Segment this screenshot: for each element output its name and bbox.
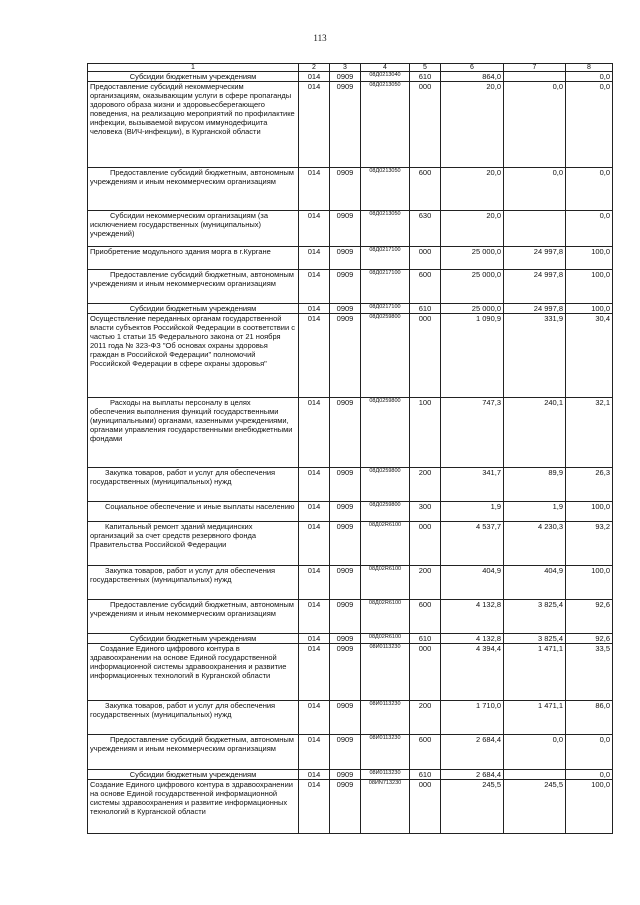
row-planned-amount: 4 537,7 xyxy=(441,522,504,566)
row-ministry-code: 014 xyxy=(299,780,330,834)
row-actual-amount xyxy=(504,72,566,82)
row-expense-type: 000 xyxy=(410,644,441,701)
row-target-code: 08Д0259800 xyxy=(361,398,410,468)
row-section-code: 0909 xyxy=(330,468,361,502)
row-ministry-code: 014 xyxy=(299,701,330,735)
row-expense-type: 000 xyxy=(410,522,441,566)
row-planned-amount: 25 000,0 xyxy=(441,270,504,304)
table-row xyxy=(88,502,613,522)
row-percent: 0,0 xyxy=(566,735,613,770)
row-percent: 26,3 xyxy=(566,468,613,502)
row-percent: 32,1 xyxy=(566,398,613,468)
row-percent: 93,2 xyxy=(566,522,613,566)
table-row xyxy=(88,168,613,211)
row-target-code: 08Д0213050 xyxy=(361,168,410,211)
row-target-code: 08Д0213040 xyxy=(361,72,410,82)
row-expense-type: 200 xyxy=(410,468,441,502)
row-name: Предоставление субсидий бюджетным, автономным учреждениям и иным некоммерческим организациям xyxy=(88,735,299,770)
row-expense-type: 600 xyxy=(410,168,441,211)
row-section-code: 0909 xyxy=(330,735,361,770)
table-row xyxy=(88,566,613,600)
row-actual-amount: 24 997,8 xyxy=(504,270,566,304)
row-ministry-code: 014 xyxy=(299,304,330,314)
row-expense-type: 610 xyxy=(410,634,441,644)
table-row xyxy=(88,398,613,468)
table-row xyxy=(88,600,613,634)
row-actual-amount xyxy=(504,211,566,247)
row-section-code: 0909 xyxy=(330,398,361,468)
row-target-code: 08И0113230 xyxy=(361,735,410,770)
row-target-code: 08ИN713230 xyxy=(361,780,410,834)
table-row xyxy=(88,522,613,566)
row-name: Социальное обеспечение и иные выплаты населению xyxy=(88,502,299,522)
row-section-code: 0909 xyxy=(330,502,361,522)
row-ministry-code: 014 xyxy=(299,634,330,644)
row-ministry-code: 014 xyxy=(299,600,330,634)
row-percent: 0,0 xyxy=(566,168,613,211)
column-header: 1 xyxy=(88,64,299,72)
row-expense-type: 000 xyxy=(410,780,441,834)
row-name: Субсидии бюджетным учреждениям xyxy=(88,770,299,780)
header-row xyxy=(88,64,613,72)
row-expense-type: 100 xyxy=(410,398,441,468)
row-section-code: 0909 xyxy=(330,701,361,735)
row-percent: 100,0 xyxy=(566,566,613,600)
row-ministry-code: 014 xyxy=(299,644,330,701)
row-actual-amount: 3 825,4 xyxy=(504,634,566,644)
row-expense-type: 600 xyxy=(410,270,441,304)
row-name: Создание Единого цифрового контура в здравоохранении на основе Единой государственной информационной системы здравоохранения и развитие информационных технологий в Курганской области xyxy=(88,644,299,701)
row-ministry-code: 014 xyxy=(299,82,330,168)
row-actual-amount: 89,9 xyxy=(504,468,566,502)
row-actual-amount xyxy=(504,770,566,780)
row-actual-amount: 331,9 xyxy=(504,314,566,398)
row-planned-amount: 1 090,9 xyxy=(441,314,504,398)
row-expense-type: 600 xyxy=(410,600,441,634)
row-ministry-code: 014 xyxy=(299,468,330,502)
row-planned-amount: 20,0 xyxy=(441,211,504,247)
row-name: Субсидии бюджетным учреждениям xyxy=(88,304,299,314)
column-header: 4 xyxy=(361,64,410,72)
row-ministry-code: 014 xyxy=(299,735,330,770)
row-section-code: 0909 xyxy=(330,314,361,398)
row-target-code: 08И0113230 xyxy=(361,701,410,735)
column-header: 5 xyxy=(410,64,441,72)
table-row xyxy=(88,644,613,701)
row-name: Предоставление субсидий бюджетным, автономным учреждениям и иным некоммерческим организациям xyxy=(88,600,299,634)
row-ministry-code: 014 xyxy=(299,522,330,566)
column-header: 8 xyxy=(566,64,613,72)
row-actual-amount: 3 825,4 xyxy=(504,600,566,634)
row-target-code: 08Д0259800 xyxy=(361,468,410,502)
row-name: Субсидии бюджетным учреждениям xyxy=(88,634,299,644)
row-name: Предоставление субсидий бюджетным, автономным учреждениям и иным некоммерческим организациям xyxy=(88,270,299,304)
budget-table xyxy=(87,63,613,834)
table-row xyxy=(88,314,613,398)
table-row xyxy=(88,270,613,304)
table-row xyxy=(88,468,613,502)
row-planned-amount: 1,9 xyxy=(441,502,504,522)
row-name: Расходы на выплаты персоналу в целях обеспечения выполнения функций государственными (муниципальными) органами, казенными учреждениями, органами управления государственными внебюджетными фондами xyxy=(88,398,299,468)
column-header: 2 xyxy=(299,64,330,72)
row-target-code: 08Д02R6100 xyxy=(361,566,410,600)
row-target-code: 08И0113230 xyxy=(361,644,410,701)
row-planned-amount: 864,0 xyxy=(441,72,504,82)
row-planned-amount: 25 000,0 xyxy=(441,304,504,314)
row-expense-type: 000 xyxy=(410,314,441,398)
column-header: 3 xyxy=(330,64,361,72)
row-expense-type: 200 xyxy=(410,566,441,600)
row-section-code: 0909 xyxy=(330,634,361,644)
row-actual-amount: 1 471,1 xyxy=(504,644,566,701)
row-section-code: 0909 xyxy=(330,522,361,566)
row-target-code: 08Д0259800 xyxy=(361,502,410,522)
row-ministry-code: 014 xyxy=(299,398,330,468)
row-target-code: 08И0113230 xyxy=(361,770,410,780)
row-actual-amount: 0,0 xyxy=(504,82,566,168)
row-percent: 33,5 xyxy=(566,644,613,701)
row-percent: 30,4 xyxy=(566,314,613,398)
row-section-code: 0909 xyxy=(330,304,361,314)
row-name: Закупка товаров, работ и услуг для обеспечения государственных (муниципальных) нужд xyxy=(88,701,299,735)
row-ministry-code: 014 xyxy=(299,566,330,600)
row-percent: 0,0 xyxy=(566,770,613,780)
row-name: Капитальный ремонт зданий медицинских организаций за счет средств резервного фонда Правительства Российской Федерации xyxy=(88,522,299,566)
row-expense-type: 000 xyxy=(410,82,441,168)
row-planned-amount: 404,9 xyxy=(441,566,504,600)
row-name: Закупка товаров, работ и услуг для обеспечения государственных (муниципальных) нужд xyxy=(88,566,299,600)
row-target-code: 08Д02R6100 xyxy=(361,522,410,566)
row-actual-amount: 24 997,8 xyxy=(504,304,566,314)
row-planned-amount: 2 684,4 xyxy=(441,735,504,770)
table-row xyxy=(88,634,613,644)
row-expense-type: 200 xyxy=(410,701,441,735)
row-planned-amount: 2 684,4 xyxy=(441,770,504,780)
row-percent: 0,0 xyxy=(566,82,613,168)
row-planned-amount: 747,3 xyxy=(441,398,504,468)
row-name: Осуществление переданных органам государственной власти субъектов Российской Федерации в соответствии с частью 1 статьи 15 Федерального закона от 21 ноября 2011 года № 323-ФЗ "Об основах охраны здоровья граждан в Российской Федерации" полномочий Российской Федерации в сфере охраны здоровья" xyxy=(88,314,299,398)
table-row xyxy=(88,735,613,770)
row-actual-amount: 24 997,8 xyxy=(504,247,566,270)
row-ministry-code: 014 xyxy=(299,247,330,270)
page-number: 113 xyxy=(313,33,327,43)
row-percent: 0,0 xyxy=(566,211,613,247)
table-row xyxy=(88,780,613,834)
row-planned-amount: 245,5 xyxy=(441,780,504,834)
table-row xyxy=(88,770,613,780)
row-percent: 100,0 xyxy=(566,304,613,314)
row-ministry-code: 014 xyxy=(299,168,330,211)
row-planned-amount: 1 710,0 xyxy=(441,701,504,735)
row-ministry-code: 014 xyxy=(299,314,330,398)
table-row xyxy=(88,82,613,168)
table-row xyxy=(88,247,613,270)
row-planned-amount: 4 394,4 xyxy=(441,644,504,701)
row-expense-type: 600 xyxy=(410,735,441,770)
row-target-code: 08Д0217100 xyxy=(361,270,410,304)
row-section-code: 0909 xyxy=(330,600,361,634)
row-target-code: 08Д0217100 xyxy=(361,247,410,270)
row-expense-type: 300 xyxy=(410,502,441,522)
row-actual-amount: 1 471,1 xyxy=(504,701,566,735)
row-ministry-code: 014 xyxy=(299,211,330,247)
row-ministry-code: 014 xyxy=(299,502,330,522)
row-actual-amount: 4 230,3 xyxy=(504,522,566,566)
row-name: Субсидии некоммерческим организациям (за исключением государственных (муниципальных) учреждений) xyxy=(88,211,299,247)
row-planned-amount: 4 132,8 xyxy=(441,634,504,644)
row-section-code: 0909 xyxy=(330,566,361,600)
row-actual-amount: 240,1 xyxy=(504,398,566,468)
row-ministry-code: 014 xyxy=(299,72,330,82)
row-section-code: 0909 xyxy=(330,270,361,304)
row-planned-amount: 25 000,0 xyxy=(441,247,504,270)
row-percent: 100,0 xyxy=(566,270,613,304)
table-row xyxy=(88,701,613,735)
row-section-code: 0909 xyxy=(330,168,361,211)
row-target-code: 08Д02R6100 xyxy=(361,634,410,644)
row-target-code: 08Д0213050 xyxy=(361,211,410,247)
row-actual-amount: 0,0 xyxy=(504,735,566,770)
row-target-code: 08Д0213050 xyxy=(361,82,410,168)
row-actual-amount: 1,9 xyxy=(504,502,566,522)
row-section-code: 0909 xyxy=(330,247,361,270)
row-section-code: 0909 xyxy=(330,72,361,82)
row-actual-amount: 245,5 xyxy=(504,780,566,834)
row-name: Закупка товаров, работ и услуг для обеспечения государственных (муниципальных) нужд xyxy=(88,468,299,502)
row-expense-type: 610 xyxy=(410,72,441,82)
row-target-code: 08Д0259800 xyxy=(361,314,410,398)
row-percent: 92,6 xyxy=(566,600,613,634)
row-target-code: 08Д02R6100 xyxy=(361,600,410,634)
row-percent: 86,0 xyxy=(566,701,613,735)
row-name: Предоставление субсидий бюджетным, автономным учреждениям и иным некоммерческим организациям xyxy=(88,168,299,211)
row-planned-amount: 4 132,8 xyxy=(441,600,504,634)
table-row xyxy=(88,211,613,247)
row-actual-amount: 404,9 xyxy=(504,566,566,600)
row-planned-amount: 341,7 xyxy=(441,468,504,502)
row-planned-amount: 20,0 xyxy=(441,82,504,168)
row-percent: 92,6 xyxy=(566,634,613,644)
row-name: Приобретение модульного здания морга в г.Кургане xyxy=(88,247,299,270)
row-section-code: 0909 xyxy=(330,644,361,701)
row-percent: 100,0 xyxy=(566,247,613,270)
row-ministry-code: 014 xyxy=(299,770,330,780)
row-section-code: 0909 xyxy=(330,780,361,834)
table-row xyxy=(88,304,613,314)
row-percent: 100,0 xyxy=(566,502,613,522)
row-percent: 100,0 xyxy=(566,780,613,834)
row-ministry-code: 014 xyxy=(299,270,330,304)
row-name: Субсидии бюджетным учреждениям xyxy=(88,72,299,82)
row-section-code: 0909 xyxy=(330,82,361,168)
row-section-code: 0909 xyxy=(330,211,361,247)
row-name: Создание Единого цифрового контура в здравоохранении на основе Единой государственной информационной системы здравоохранения и развитие информационных технологий в Курганской области xyxy=(88,780,299,834)
row-expense-type: 000 xyxy=(410,247,441,270)
row-section-code: 0909 xyxy=(330,770,361,780)
row-expense-type: 610 xyxy=(410,304,441,314)
table-row xyxy=(88,72,613,82)
row-actual-amount: 0,0 xyxy=(504,168,566,211)
column-header: 7 xyxy=(504,64,566,72)
row-planned-amount: 20,0 xyxy=(441,168,504,211)
row-percent: 0,0 xyxy=(566,72,613,82)
row-expense-type: 610 xyxy=(410,770,441,780)
row-name: Предоставление субсидий некоммерческим организациям, оказывающим услуги в сфере пропаганды здорового образа жизни и здоровьесберегающего поведения, на реализацию мероприятий по профилактике инфекции, вызываемой вирусом иммунодефицита человека (ВИЧ-инфекции), в Курганской области xyxy=(88,82,299,168)
column-header: 6 xyxy=(441,64,504,72)
row-expense-type: 630 xyxy=(410,211,441,247)
row-target-code: 08Д0217100 xyxy=(361,304,410,314)
